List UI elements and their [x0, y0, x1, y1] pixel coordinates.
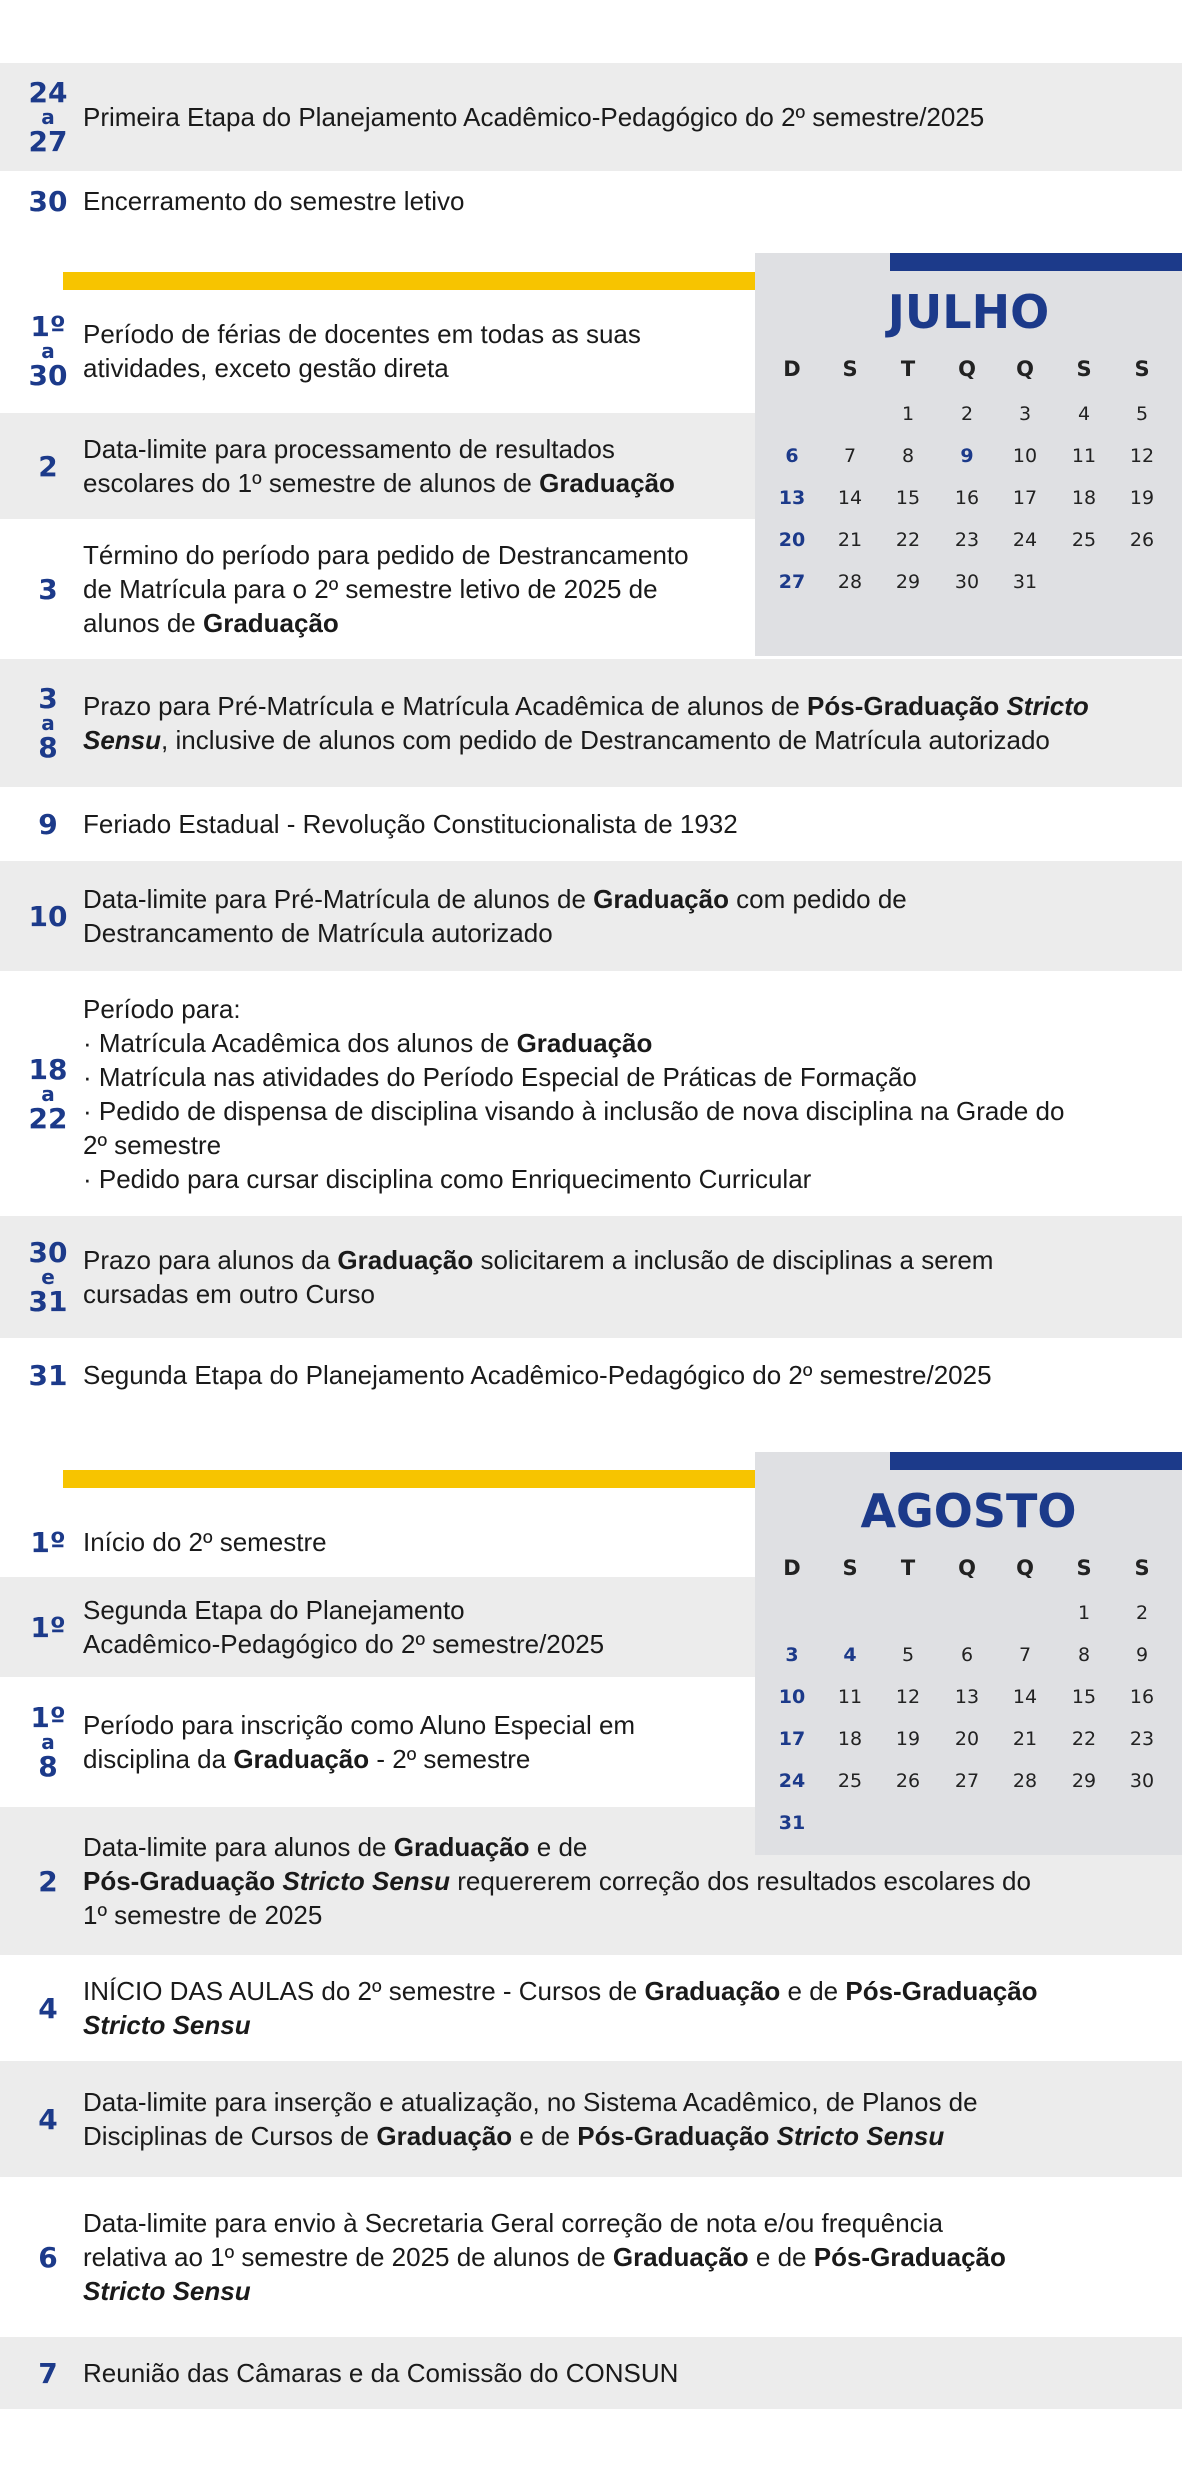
event-date-part: 6 — [38, 2240, 58, 2274]
event-date-part: 4 — [38, 2102, 58, 2136]
event-text-line: Período de férias de docentes em todas as suas — [83, 319, 641, 349]
event-date — [0, 659, 96, 787]
calendar-accent-bar — [890, 1452, 1182, 1470]
event-text-line: Prazo para Pré-Matrícula e Matrícula Acadêmica de alunos de Pós-Graduação Stricto — [83, 691, 1089, 721]
calendar-day: 29 — [895, 571, 921, 593]
event-date-part: 7 — [38, 2356, 58, 2390]
event-text-line: atividades, exceto gestão direta — [83, 353, 449, 383]
calendar-month-title: AGOSTO — [860, 1484, 1077, 1538]
calendar-day: 30 — [1129, 1770, 1155, 1792]
event-date-part: 1º — [30, 1610, 66, 1644]
event-description — [83, 1339, 992, 1411]
calendar-day: 12 — [895, 1686, 921, 1708]
calendar-day: 1 — [1077, 1602, 1091, 1624]
event-date-part: a — [41, 339, 55, 363]
event-row — [0, 972, 1182, 1215]
event-row — [0, 1956, 1182, 2060]
event-text-line: · Matrícula nas atividades do Período Especial de Práticas de Formação — [83, 1061, 917, 1092]
calendar-day: 19 — [895, 1728, 921, 1750]
event-date — [0, 861, 96, 971]
calendar-day: 5 — [901, 1644, 915, 1666]
calendar-day: 21 — [837, 529, 863, 551]
event-date-part: 22 — [28, 1101, 68, 1135]
weekday-header: D — [783, 1556, 801, 1580]
event-date — [0, 413, 96, 519]
event-date-part: a — [41, 1081, 55, 1106]
event-text-line: Prazo para alunos da Graduação solicitarem a inclusão de disciplinas a serem — [83, 1245, 994, 1275]
calendar-day: 2 — [1135, 1602, 1149, 1624]
calendar-day: 3 — [1018, 403, 1032, 425]
calendar-day: 28 — [837, 571, 863, 593]
event-text-line: Feriado Estadual - Revolução Constitucionalista de 1932 — [83, 809, 738, 839]
calendar-day: 16 — [954, 487, 980, 509]
calendar-day: 13 — [778, 487, 806, 509]
calendar-day: 31 — [778, 1812, 806, 1834]
event-date-part: 30 — [28, 184, 68, 218]
weekday-header: S — [1134, 357, 1150, 381]
calendar-day: 9 — [1135, 1644, 1149, 1666]
event-text-line: Destrancamento de Matrícula autorizado — [83, 918, 553, 948]
event-date — [0, 290, 96, 412]
event-date-part: 1º — [30, 1701, 66, 1734]
event-description — [83, 788, 738, 860]
event-row — [0, 2178, 1182, 2336]
event-description — [83, 2061, 978, 2177]
weekday-header: Q — [958, 357, 976, 381]
event-date-part: 30 — [28, 1236, 68, 1269]
weekday-header: S — [842, 357, 858, 381]
calendar-day: 31 — [1012, 571, 1038, 593]
event-date — [0, 1678, 96, 1806]
event-text-line: cursadas em outro Curso — [83, 1279, 375, 1309]
event-description — [83, 172, 465, 230]
calendar-day: 14 — [837, 487, 863, 509]
calendar-day: 3 — [785, 1644, 799, 1666]
calendar-day: 12 — [1129, 445, 1155, 467]
event-date-part: a — [41, 105, 55, 129]
event-text-line: Data-limite para envio à Secretaria Geral correção de nota e/ou frequência — [83, 2208, 943, 2238]
event-date-part: 8 — [38, 1750, 58, 1783]
calendar-day: 27 — [778, 571, 806, 593]
event-date — [0, 1339, 96, 1411]
calendar-day: 23 — [1129, 1728, 1155, 1750]
calendar-day: 2 — [960, 403, 974, 425]
event-date-part: 8 — [38, 731, 58, 764]
event-text-line: Stricto Sensu — [83, 2276, 251, 2306]
event-date-part: a — [41, 711, 55, 735]
event-date — [0, 2337, 96, 2409]
event-description — [83, 1678, 723, 1806]
event-date — [0, 1807, 96, 1955]
event-date — [0, 2061, 96, 2177]
event-date-part: e — [41, 1265, 55, 1289]
event-text-line: Início do 2º semestre — [83, 1527, 327, 1557]
event-description — [83, 972, 1064, 1215]
event-date — [0, 520, 96, 658]
event-row — [0, 1216, 1182, 1338]
event-description — [83, 63, 984, 171]
calendar-day: 1 — [901, 403, 915, 425]
event-text-line: INÍCIO DAS AULAS do 2º semestre - Cursos de Graduação e de Pós-Graduação — [83, 1976, 1038, 2006]
event-date — [0, 1577, 96, 1677]
event-text-line: 1º semestre de 2025 — [83, 1900, 323, 1930]
event-text-line: Segunda Etapa do Planejamento — [83, 1595, 465, 1625]
calendar-day: 16 — [1129, 1686, 1155, 1708]
weekday-header: T — [900, 1556, 916, 1580]
calendar-day: 15 — [1071, 1686, 1097, 1708]
weekday-header: S — [842, 1556, 858, 1580]
event-date — [0, 1508, 96, 1576]
event-date — [0, 1216, 96, 1338]
event-text-line: 2º semestre — [83, 1129, 222, 1160]
calendar-day: 21 — [1012, 1728, 1038, 1750]
event-date-part: 24 — [28, 76, 68, 109]
event-text-line: · Matrícula Acadêmica dos alunos de Graduação — [83, 1027, 653, 1058]
event-text-line: Primeira Etapa do Planejamento Acadêmico-Pedagógico do 2º semestre/2025 — [83, 102, 985, 132]
event-date-part: 1º — [30, 310, 66, 343]
calendar-day: 15 — [895, 487, 921, 509]
event-text-line: escolares do 1º semestre de alunos de Graduação — [83, 468, 675, 498]
event-row — [0, 172, 1182, 230]
calendar-day: 23 — [954, 529, 980, 551]
august-section-divider — [63, 1470, 815, 1488]
event-description — [83, 1956, 1038, 2060]
calendar-day: 25 — [1071, 529, 1097, 551]
calendar-day: 30 — [954, 571, 980, 593]
event-date-part: a — [41, 1730, 55, 1754]
calendar-month-title: JULHO — [887, 285, 1050, 339]
event-description — [83, 2337, 678, 2409]
calendar-day: 4 — [843, 1644, 857, 1666]
event-description — [83, 413, 763, 519]
calendar-day: 8 — [901, 445, 915, 467]
calendar-day: 14 — [1012, 1686, 1038, 1708]
event-text-line: Período para: — [83, 993, 241, 1024]
weekday-header: Q — [958, 1556, 976, 1580]
calendar-day: 20 — [778, 529, 806, 551]
calendar-day: 19 — [1129, 487, 1155, 509]
event-date-part: 2 — [38, 1864, 58, 1898]
event-row — [0, 2337, 1182, 2409]
event-description — [83, 1508, 723, 1576]
july-section-divider — [63, 272, 815, 290]
weekday-header: Q — [1016, 357, 1034, 381]
calendar-day: 8 — [1077, 1644, 1091, 1666]
weekday-header: S — [1076, 357, 1092, 381]
event-text-line: Data-limite para processamento de resultados — [83, 434, 615, 464]
event-row — [0, 788, 1182, 860]
calendar-day: 10 — [778, 1686, 806, 1708]
event-date — [0, 172, 96, 230]
event-date-part: 2 — [38, 449, 58, 483]
calendar-day: 11 — [837, 1686, 863, 1708]
calendar-day: 28 — [1012, 1770, 1038, 1792]
calendar-day: 22 — [1071, 1728, 1097, 1750]
july-mini-calendar — [755, 253, 1182, 656]
event-date-part: 3 — [38, 572, 58, 606]
event-date — [0, 788, 96, 860]
event-description — [83, 659, 1089, 787]
calendar-day: 7 — [1018, 1644, 1032, 1666]
event-description — [83, 520, 763, 658]
event-text-line: · Pedido para cursar disciplina como Enriquecimento Curricular — [83, 1163, 812, 1194]
event-date — [0, 63, 96, 171]
event-row — [0, 2061, 1182, 2177]
event-date-part: 31 — [28, 1285, 68, 1318]
calendar-day: 24 — [1012, 529, 1038, 551]
event-text-line: · Pedido de dispensa de disciplina visando à inclusão de nova disciplina na Grade do — [83, 1095, 1065, 1126]
event-text-line: Término do período para pedido de Destrancamento — [83, 540, 689, 570]
calendar-day: 27 — [954, 1770, 980, 1792]
calendar-day: 18 — [837, 1728, 863, 1750]
event-text-line: Reunião das Câmaras e da Comissão do CONSUN — [83, 2358, 679, 2388]
event-text-line: Acadêmico-Pedagógico do 2º semestre/2025 — [83, 1629, 605, 1659]
event-text-line: disciplina da Graduação - 2º semestre — [83, 1744, 531, 1774]
weekday-header: S — [1134, 1556, 1150, 1580]
event-row — [0, 659, 1182, 787]
calendar-day: 6 — [960, 1644, 974, 1666]
event-text-line: Pós-Graduação Stricto Sensu requererem correção dos resultados escolares do — [83, 1866, 1031, 1896]
event-text-line: Stricto Sensu — [83, 2010, 251, 2040]
event-date-part: 1º — [30, 1525, 66, 1559]
event-text-line: de Matrícula para o 2º semestre letivo de 2025 de — [83, 574, 658, 604]
event-row — [0, 861, 1182, 971]
event-description — [83, 2178, 1006, 2336]
calendar-day: 6 — [785, 445, 799, 467]
weekday-header: D — [783, 357, 801, 381]
event-date-part: 27 — [28, 125, 68, 158]
calendar-day: 29 — [1071, 1770, 1097, 1792]
event-description — [83, 861, 907, 971]
calendar-day: 10 — [1012, 445, 1038, 467]
event-text-line: relativa ao 1º semestre de 2025 de alunos de Graduação e de Pós-Graduação — [83, 2242, 1006, 2272]
event-text-line: Encerramento do semestre letivo — [83, 186, 465, 216]
event-text-line: Data-limite para alunos de Graduação e de — [83, 1832, 588, 1862]
event-description — [83, 290, 763, 412]
event-date-part: 4 — [38, 1991, 58, 2025]
calendar-day: 17 — [778, 1728, 806, 1750]
event-text-line: Período para inscrição como Aluno Especial em — [83, 1710, 636, 1740]
weekday-header: T — [900, 357, 916, 381]
calendar-day: 26 — [895, 1770, 921, 1792]
event-row — [0, 63, 1182, 171]
calendar-accent-bar — [890, 253, 1182, 271]
weekday-header: S — [1076, 1556, 1092, 1580]
event-date-part: 30 — [28, 359, 68, 392]
weekday-header: Q — [1016, 1556, 1034, 1580]
calendar-day: 24 — [778, 1770, 806, 1792]
calendar-day: 9 — [960, 445, 974, 467]
event-text-line: alunos de Graduação — [83, 608, 339, 638]
event-row — [0, 1339, 1182, 1411]
event-date-part: 31 — [28, 1358, 68, 1392]
calendar-day: 25 — [837, 1770, 863, 1792]
event-text-line: Data-limite para Pré-Matrícula de alunos de Graduação com pedido de — [83, 884, 907, 914]
calendar-day: 7 — [843, 445, 857, 467]
calendar-day: 13 — [954, 1686, 980, 1708]
event-date — [0, 2178, 96, 2336]
calendar-day: 18 — [1071, 487, 1097, 509]
calendar-day: 5 — [1135, 403, 1149, 425]
event-date-part: 10 — [28, 899, 68, 933]
event-text-line: Disciplinas de Cursos de Graduação e de Pós-Graduação Stricto Sensu — [83, 2121, 945, 2151]
august-mini-calendar — [755, 1452, 1182, 1855]
calendar-day: 4 — [1077, 403, 1091, 425]
event-date-part: 3 — [38, 682, 58, 715]
event-date — [0, 1956, 96, 2060]
event-description — [83, 1216, 993, 1338]
calendar-day: 26 — [1129, 529, 1155, 551]
calendar-day: 11 — [1071, 445, 1097, 467]
event-description — [83, 1577, 723, 1677]
event-date-part: 9 — [38, 807, 58, 841]
event-date-part: 18 — [28, 1052, 68, 1086]
calendar-day: 20 — [954, 1728, 980, 1750]
calendar-day: 22 — [895, 529, 921, 551]
event-date — [0, 972, 96, 1215]
event-text-line: Segunda Etapa do Planejamento Acadêmico-Pedagógico do 2º semestre/2025 — [83, 1360, 992, 1390]
event-text-line: Data-limite para inserção e atualização, no Sistema Acadêmico, de Planos de — [83, 2087, 978, 2117]
event-text-line: Sensu, inclusive de alunos com pedido de Destrancamento de Matrícula autorizado — [83, 725, 1050, 755]
calendar-day: 17 — [1012, 487, 1038, 509]
